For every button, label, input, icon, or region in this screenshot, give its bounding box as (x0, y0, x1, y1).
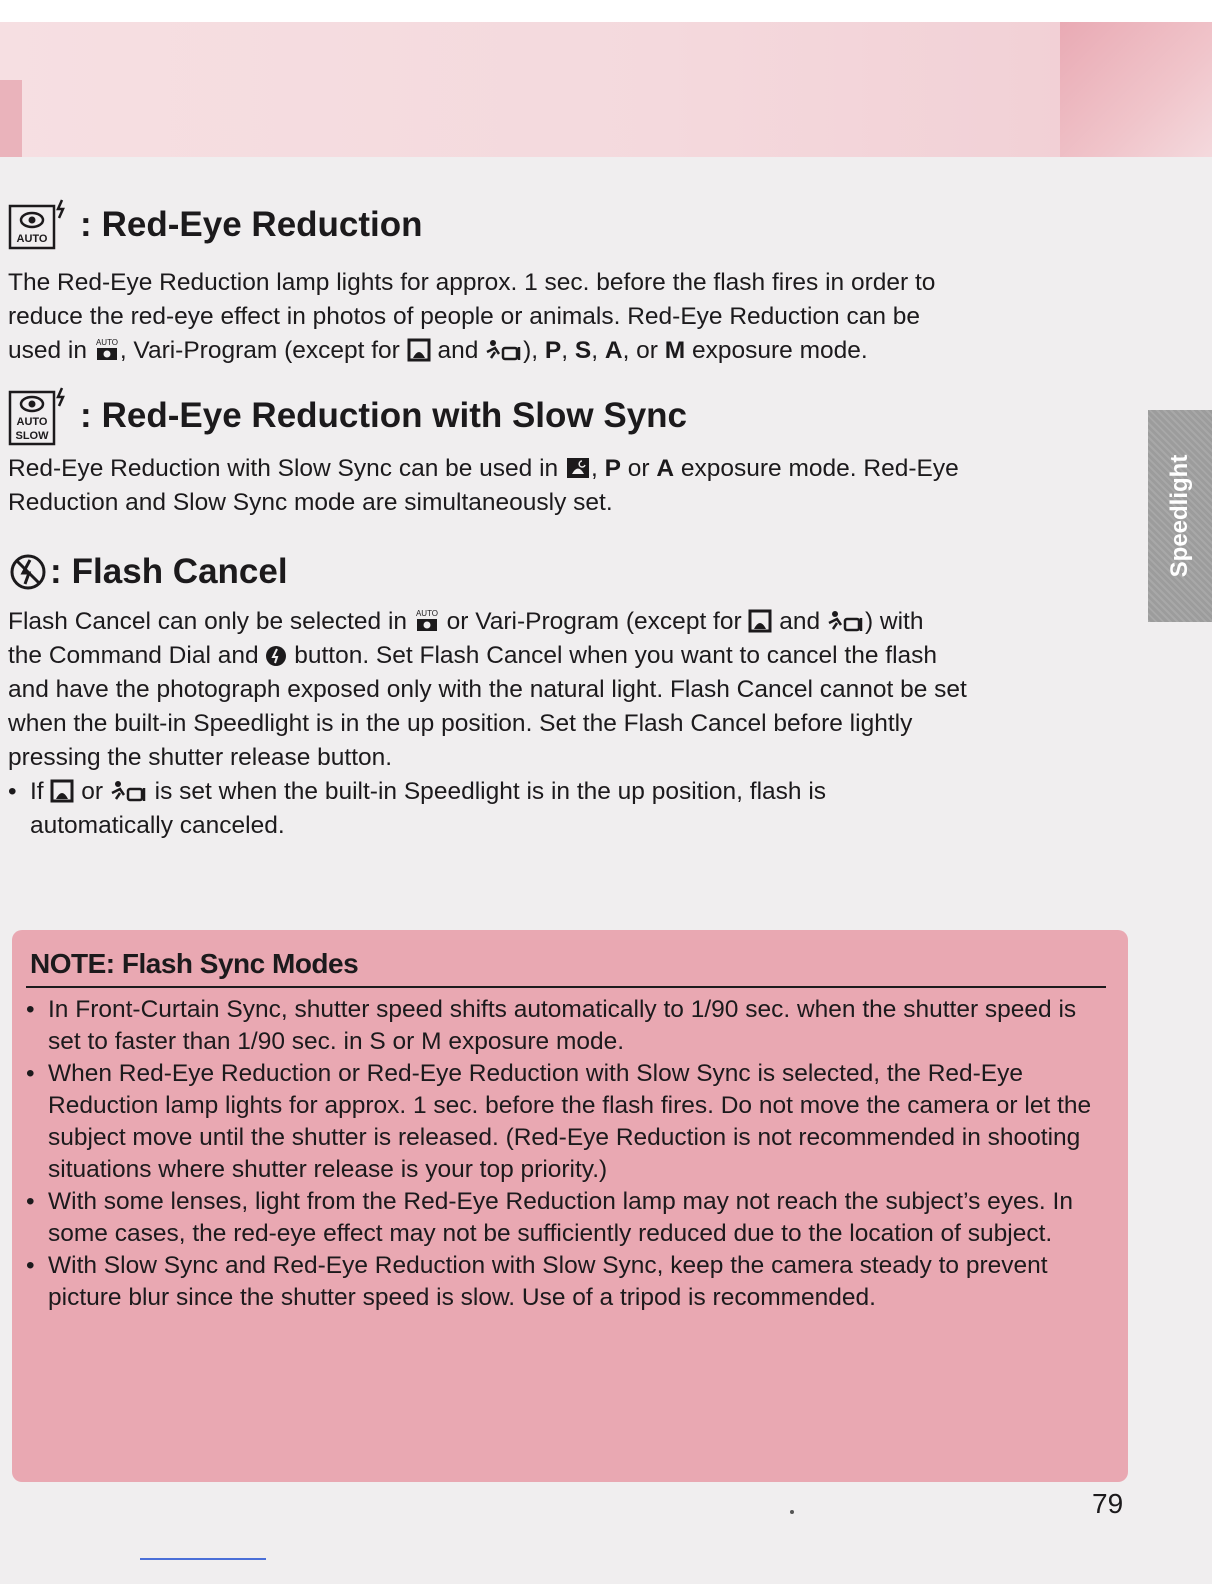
flash-cancel-paragraph (8, 605, 1138, 843)
heading-colon: : (80, 205, 92, 244)
heading-colon: : (80, 396, 92, 435)
red-eye-auto-icon (8, 198, 70, 252)
red-eye-paragraph (8, 266, 1118, 368)
ink-dot (790, 1510, 794, 1514)
left-edge-mark (0, 80, 22, 157)
flash-cancel-bullet-line-2: automatically canceled. (30, 812, 285, 839)
note-item: • When Red-Eye Reduction or Red-Eye Reduction with Slow Sync is selected, the Red-Eye Reduction lamp lights for approx. 1 sec. before the flash fires. Do not move the camera or let the subject move until the shutter is released. (Red-Eye Reduction is not recommended in shooting situations where shutter release is your top priority.) (26, 1060, 1092, 1183)
flash-cancel-icon (8, 552, 48, 592)
red-eye-title: Red-Eye Reduction (101, 205, 423, 244)
red-eye-slow-heading (8, 386, 687, 446)
red-eye-slow-line-1: Red-Eye Reduction with Slow Sync can be used in , P or A exposure mode. Red-Eye (8, 455, 959, 482)
flash-cancel-line-5: pressing the shutter release button. (8, 744, 393, 771)
red-eye-auto-slow-icon (8, 386, 70, 446)
note-item: • In Front-Curtain Sync, shutter speed shifts automatically to 1/90 sec. when the shutter speed is set to faster than 1/90 sec. in S or M exposure mode. (26, 996, 1077, 1055)
red-eye-slow-paragraph (8, 452, 1138, 520)
side-tab-speedlight (1148, 410, 1212, 622)
flash-cancel-bullet: • If or is set when the built-in Speedlight is in the up position, flash is automatically canceled. (8, 775, 1138, 843)
flash-button-icon (265, 645, 287, 667)
header-band (0, 22, 1212, 157)
flash-cancel-bullet-line-1: If or is set when the built-in Speedlight is in the up position, flash is (30, 778, 827, 805)
flash-cancel-line-3: and have the photograph exposed only with the natural light. Flash Cancel cannot be set (8, 676, 967, 703)
heading-colon: : (50, 552, 62, 591)
red-eye-heading (8, 198, 423, 252)
red-eye-slow-title: Red-Eye Reduction with Slow Sync (101, 396, 688, 435)
flash-cancel-line-4: when the built-in Speedlight is in the up position. Set the Flash Cancel before lightly (8, 710, 913, 737)
flash-cancel-heading (8, 552, 288, 592)
svg-text:AUTO: AUTO (16, 233, 48, 245)
svg-text:AUTO: AUTO (16, 416, 48, 428)
page-number: 79 (1092, 1488, 1124, 1519)
note-divider (26, 986, 1106, 988)
red-eye-slow-line-2: Reduction and Slow Sync mode are simultaneously set. (8, 489, 613, 516)
flash-cancel-title: Flash Cancel (71, 552, 288, 591)
side-tab-label: Speedlight (1166, 454, 1193, 578)
sport-icon (110, 779, 148, 803)
svg-text:AUTO: AUTO (415, 609, 438, 618)
note-title: NOTE: Flash Sync Modes (30, 948, 359, 979)
sport-icon (827, 609, 865, 633)
flash-cancel-line-2: the Command Dial and button. Set Flash Cancel when you want to cancel the flash (8, 642, 938, 669)
red-eye-line-3: used in AUTO , Vari-Program (except for and ), P, S, A, or M exposure mode. (8, 337, 868, 364)
sport-icon (485, 338, 523, 362)
note-list (26, 994, 1106, 1314)
note-item: • With some lenses, light from the Red-Eye Reduction lamp may not reach the subject’s eyes. In some cases, the red-eye effect may not be sufficiently reduced due to the location of subject. (26, 1188, 1073, 1247)
note-item: • With Slow Sync and Red-Eye Reduction with Slow Sync, keep the camera steady to prevent picture blur since the shutter speed is slow. Use of a tripod is recommended. (26, 1252, 1048, 1311)
scan-mark-line (140, 1558, 266, 1560)
svg-text:SLOW: SLOW (15, 430, 49, 442)
portrait-icon (748, 609, 772, 633)
red-eye-line-1: The Red-Eye Reduction lamp lights for approx. 1 sec. before the flash fires in order to (8, 269, 936, 296)
portrait-icon (50, 779, 74, 803)
svg-text:AUTO: AUTO (95, 338, 118, 347)
header-corner (1060, 22, 1212, 157)
flash-cancel-line-1: Flash Cancel can only be selected in AUTO or Vari-Program (except for and ) with (8, 608, 924, 635)
auto-camera-icon (94, 336, 120, 362)
night-portrait-icon (565, 456, 591, 480)
red-eye-line-2: reduce the red-eye effect in photos of people or animals. Red-Eye Reduction can be (8, 303, 921, 330)
auto-camera-icon (414, 607, 440, 633)
portrait-icon (407, 338, 431, 362)
